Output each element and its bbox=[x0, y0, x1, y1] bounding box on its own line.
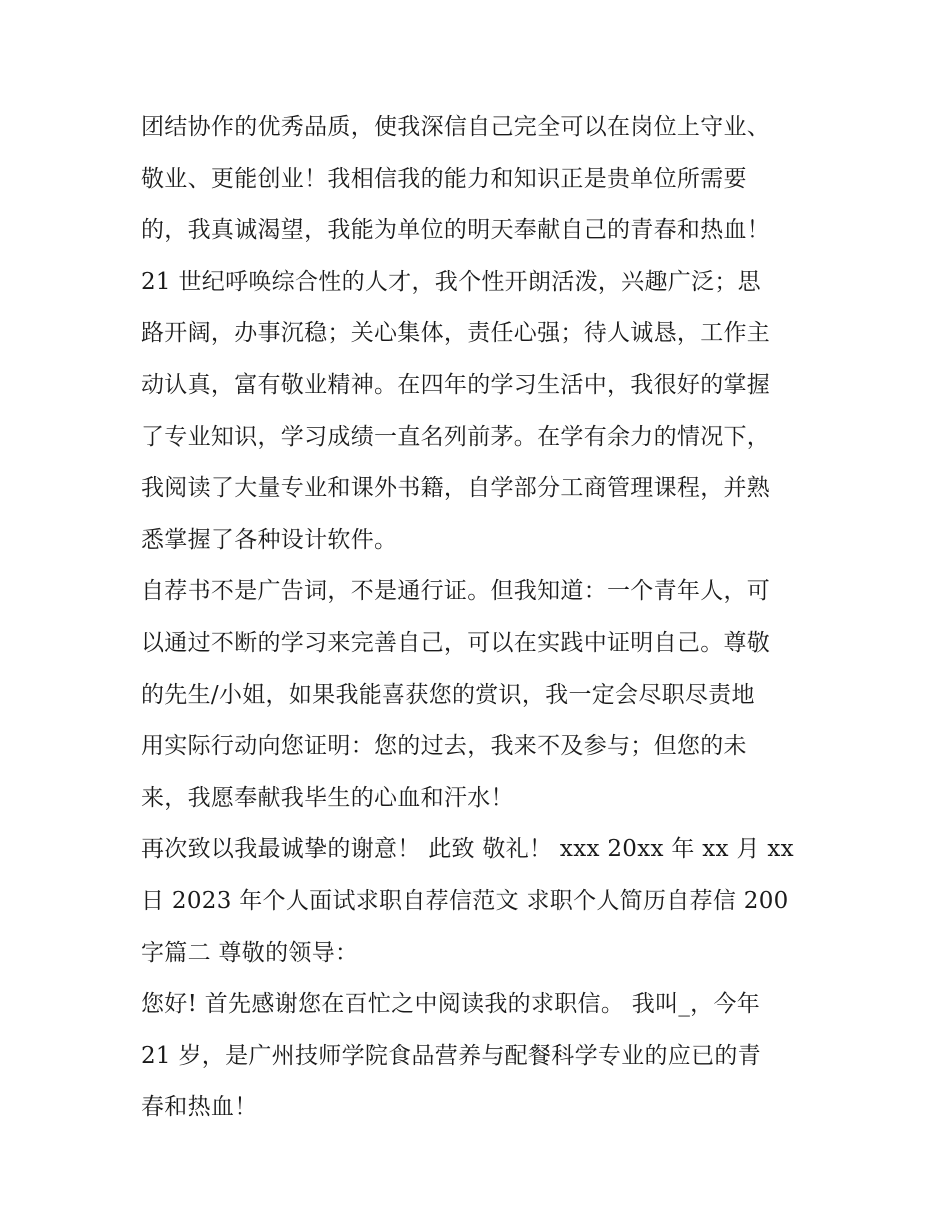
text-line: 21 世纪呼唤综合性的人才，我个性开朗活泼，兴趣广泛；思 bbox=[141, 268, 761, 295]
text-line: 路开阔，办事沉稳；关心集体，责任心强；待人诚恳，工作主 bbox=[141, 320, 771, 347]
text-line: 的先生/小姐，如果我能喜获您的赏识，我一定会尽职尽责地 bbox=[141, 681, 755, 708]
text-line: 21 岁，是广州技师学院食品营养与配餐科学专业的应已的青 bbox=[141, 1042, 761, 1069]
text-line: 动认真，富有敬业精神。在四年的学习生活中，我很好的掌握 bbox=[141, 371, 771, 398]
text-line: 再次致以我最诚挚的谢意！ 此致 敬礼！ xxx 20xx 年 xx 月 xx bbox=[141, 836, 794, 863]
text-line: 以通过不断的学习来完善自己，可以在实践中证明自己。尊敬 bbox=[141, 629, 771, 656]
text-line: 了专业知识，学习成绩一直名列前茅。在学有余力的情况下， bbox=[141, 423, 771, 450]
text-line: 悉掌握了各种设计软件。 bbox=[141, 526, 398, 553]
text-line: 的，我真诚渴望，我能为单位的明天奉献自己的青春和热血！ bbox=[141, 217, 771, 244]
text-line: 团结协作的优秀品质，使我深信自己完全可以在岗位上守业、 bbox=[141, 114, 771, 140]
text-line: 我阅读了大量专业和课外书籍，自学部分工商管理课程，并熟 bbox=[141, 475, 771, 502]
text-line: 用实际行动向您证明：您的过去，我来不及参与；但您的未 bbox=[141, 733, 747, 760]
text-line: 您好! 首先感谢您在百忙之中阅读我的求职信。 我叫_，今年 bbox=[141, 991, 761, 1018]
text-line: 来，我愿奉献我毕生的心血和汗水！ bbox=[141, 784, 514, 811]
text-line: 敬业、更能创业！我相信我的能力和知识正是贵单位所需要 bbox=[141, 165, 747, 192]
document-body bbox=[141, 102, 821, 1134]
text-line: 自荐书不是广告词，不是通行证。但我知道：一个青年人，可 bbox=[141, 578, 771, 605]
text-line: 日 2023 年个人面试求职自荐信范文 求职个人简历自荐信 200 bbox=[141, 887, 789, 914]
text-line: 春和热血！ bbox=[141, 1094, 258, 1121]
text-line: 字篇二 尊敬的领导： bbox=[141, 939, 359, 966]
